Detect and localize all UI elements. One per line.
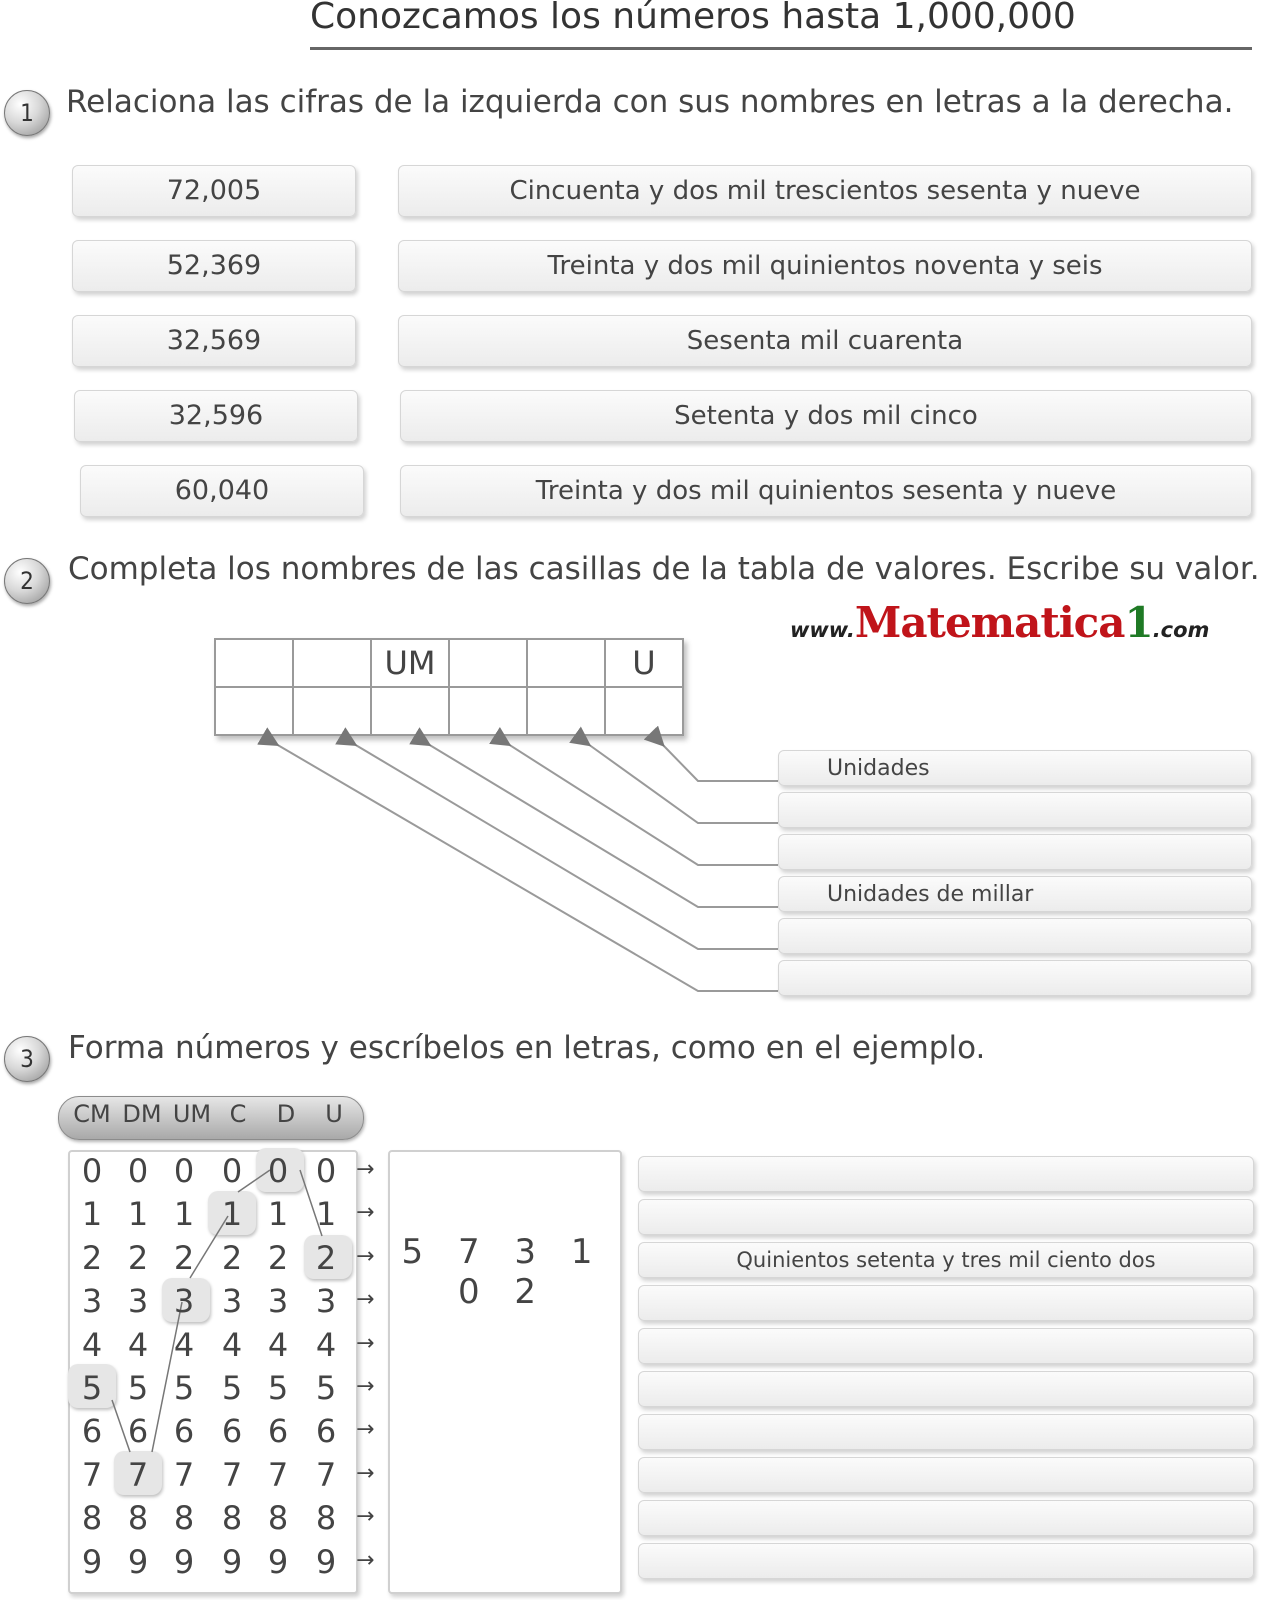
name-box-5[interactable]: Treinta y dos mil quinientos sesenta y nueve: [400, 465, 1252, 517]
digit-cell[interactable]: 1: [315, 1195, 337, 1233]
digit-cell[interactable]: 1: [81, 1195, 103, 1233]
digit-cell[interactable]: 6: [221, 1412, 243, 1450]
digit-cell[interactable]: 1: [221, 1195, 243, 1233]
digit-cell[interactable]: 4: [221, 1326, 243, 1364]
numeral-box-4[interactable]: 32,596: [74, 390, 358, 442]
digit-cell[interactable]: 1: [267, 1195, 289, 1233]
digit-cell[interactable]: 9: [81, 1543, 103, 1581]
digit-cell[interactable]: 4: [81, 1326, 103, 1364]
column-header: C: [229, 1100, 247, 1128]
place-value-header-cell[interactable]: U: [605, 639, 683, 687]
digit-cell[interactable]: 3: [81, 1282, 103, 1320]
digit-cell[interactable]: 6: [81, 1412, 103, 1450]
digit-cell[interactable]: 4: [267, 1326, 289, 1364]
answer-box-4[interactable]: [638, 1285, 1254, 1321]
name-box-1[interactable]: Cincuenta y dos mil trescientos sesenta y nueve: [398, 165, 1252, 217]
digit-cell[interactable]: 3: [127, 1282, 149, 1320]
digit-cell[interactable]: 8: [315, 1499, 337, 1537]
digit-cell[interactable]: 8: [221, 1499, 243, 1537]
digit-cell[interactable]: 2: [221, 1239, 243, 1277]
exercise-3-number-badge: 3: [4, 1036, 50, 1082]
column-header: U: [325, 1100, 343, 1128]
digit-cell[interactable]: 5: [127, 1369, 149, 1407]
digit-cell[interactable]: 8: [81, 1499, 103, 1537]
column-header: D: [276, 1100, 296, 1128]
digit-cell[interactable]: 3: [221, 1282, 243, 1320]
answer-box-2[interactable]: [638, 1199, 1254, 1235]
digit-cell[interactable]: 4: [173, 1326, 195, 1364]
exercise-1-number-badge: 1: [4, 90, 50, 136]
digit-cell[interactable]: 6: [173, 1412, 195, 1450]
digit-cell[interactable]: 8: [267, 1499, 289, 1537]
digit-cell[interactable]: 7: [173, 1456, 195, 1494]
exercise-2-instruction: Completa los nombres de las casillas de la tabla de valores. Escribe su valor.: [68, 551, 1260, 587]
digit-cell[interactable]: 4: [127, 1326, 149, 1364]
digit-cell[interactable]: 9: [315, 1543, 337, 1581]
digit-cell[interactable]: 8: [173, 1499, 195, 1537]
place-name-box-1[interactable]: Unidades: [778, 750, 1252, 786]
digit-cell[interactable]: 6: [127, 1412, 149, 1450]
digit-cell[interactable]: 0: [173, 1152, 195, 1190]
digit-cell[interactable]: 2: [127, 1239, 149, 1277]
digit-cell[interactable]: 7: [315, 1456, 337, 1494]
digit-cell[interactable]: 0: [81, 1152, 103, 1190]
digit-cell[interactable]: 9: [221, 1543, 243, 1581]
digit-cell[interactable]: 7: [81, 1456, 103, 1494]
exercise-1-instruction: Relaciona las cifras de la izquierda con sus nombres en letras a la derecha.: [66, 84, 1234, 120]
row-arrow-icon: →: [356, 1331, 375, 1356]
digit-cell[interactable]: 2: [267, 1239, 289, 1277]
digit-cell[interactable]: 2: [173, 1239, 195, 1277]
digit-cell[interactable]: 2: [81, 1239, 103, 1277]
numeral-box-5[interactable]: 60,040: [80, 465, 364, 517]
digit-cell[interactable]: 0: [221, 1152, 243, 1190]
digit-cell[interactable]: 5: [315, 1369, 337, 1407]
row-arrow-icon: →: [356, 1461, 375, 1486]
digit-cell[interactable]: 3: [173, 1282, 195, 1320]
answer-box-7[interactable]: [638, 1414, 1254, 1450]
answer-box-5[interactable]: [638, 1328, 1254, 1364]
matematica1-logo: www.Matematica1.com: [790, 598, 1210, 647]
column-header: DM: [122, 1100, 162, 1128]
digit-cell[interactable]: 5: [173, 1369, 195, 1407]
row-arrow-icon: →: [356, 1157, 375, 1182]
digit-cell[interactable]: 5: [221, 1369, 243, 1407]
name-box-3[interactable]: Sesenta mil cuarenta: [398, 315, 1252, 367]
digit-cell[interactable]: 5: [267, 1369, 289, 1407]
digit-cell[interactable]: 4: [315, 1326, 337, 1364]
row-arrow-icon: →: [356, 1548, 375, 1573]
page-title: Conozcamos los números hasta 1,000,000: [310, 0, 1076, 37]
answer-box-3[interactable]: Quinientos setenta y tres mil ciento dos: [638, 1242, 1254, 1278]
digit-cell[interactable]: 0: [267, 1152, 289, 1190]
digit-cell[interactable]: 7: [221, 1456, 243, 1494]
row-arrow-icon: →: [356, 1417, 375, 1442]
row-arrow-icon: →: [356, 1504, 375, 1529]
row-arrow-icon: →: [356, 1374, 375, 1399]
digit-cell[interactable]: 5: [81, 1369, 103, 1407]
answer-box-10[interactable]: [638, 1543, 1254, 1579]
row-arrow-icon: →: [356, 1200, 375, 1225]
digit-cell[interactable]: 1: [173, 1195, 195, 1233]
digit-cell[interactable]: 9: [173, 1543, 195, 1581]
answer-box-8[interactable]: [638, 1457, 1254, 1493]
name-box-2[interactable]: Treinta y dos mil quinientos noventa y seis: [398, 240, 1252, 292]
answer-box-6[interactable]: [638, 1371, 1254, 1407]
column-header: UM: [172, 1100, 212, 1128]
example-formed-number: 5 7 3 1 0 2: [401, 1232, 605, 1312]
row-arrow-icon: →: [356, 1244, 375, 1269]
exercise-2-number-badge: 2: [4, 558, 50, 604]
digit-cell[interactable]: 6: [267, 1412, 289, 1450]
digit-cell[interactable]: 9: [267, 1543, 289, 1581]
digit-cell[interactable]: 3: [315, 1282, 337, 1320]
digit-cell[interactable]: 6: [315, 1412, 337, 1450]
numeral-box-2[interactable]: 52,369: [72, 240, 356, 292]
digit-cell[interactable]: 0: [127, 1152, 149, 1190]
place-name-box-4[interactable]: Unidades de millar: [778, 876, 1252, 912]
digit-cell[interactable]: 7: [127, 1456, 149, 1494]
row-arrow-icon: →: [356, 1287, 375, 1312]
digit-cell[interactable]: 7: [267, 1456, 289, 1494]
digit-cell[interactable]: 0: [315, 1152, 337, 1190]
digit-cell[interactable]: 8: [127, 1499, 149, 1537]
exercise-3-instruction: Forma números y escríbelos en letras, como en el ejemplo.: [68, 1030, 986, 1066]
formed-numbers-box[interactable]: [388, 1150, 622, 1594]
numeral-box-1[interactable]: 72,005: [72, 165, 356, 217]
numeral-box-3[interactable]: 32,569: [72, 315, 356, 367]
name-box-4[interactable]: Setenta y dos mil cinco: [400, 390, 1252, 442]
column-header: CM: [73, 1100, 111, 1128]
digit-cell[interactable]: 2: [315, 1239, 337, 1277]
place-value-header-cell[interactable]: UM: [371, 639, 449, 687]
digit-cell[interactable]: 1: [127, 1195, 149, 1233]
digit-cell[interactable]: 3: [267, 1282, 289, 1320]
digit-cell[interactable]: 9: [127, 1543, 149, 1581]
answer-box-9[interactable]: [638, 1500, 1254, 1536]
answer-box-1[interactable]: [638, 1156, 1254, 1192]
